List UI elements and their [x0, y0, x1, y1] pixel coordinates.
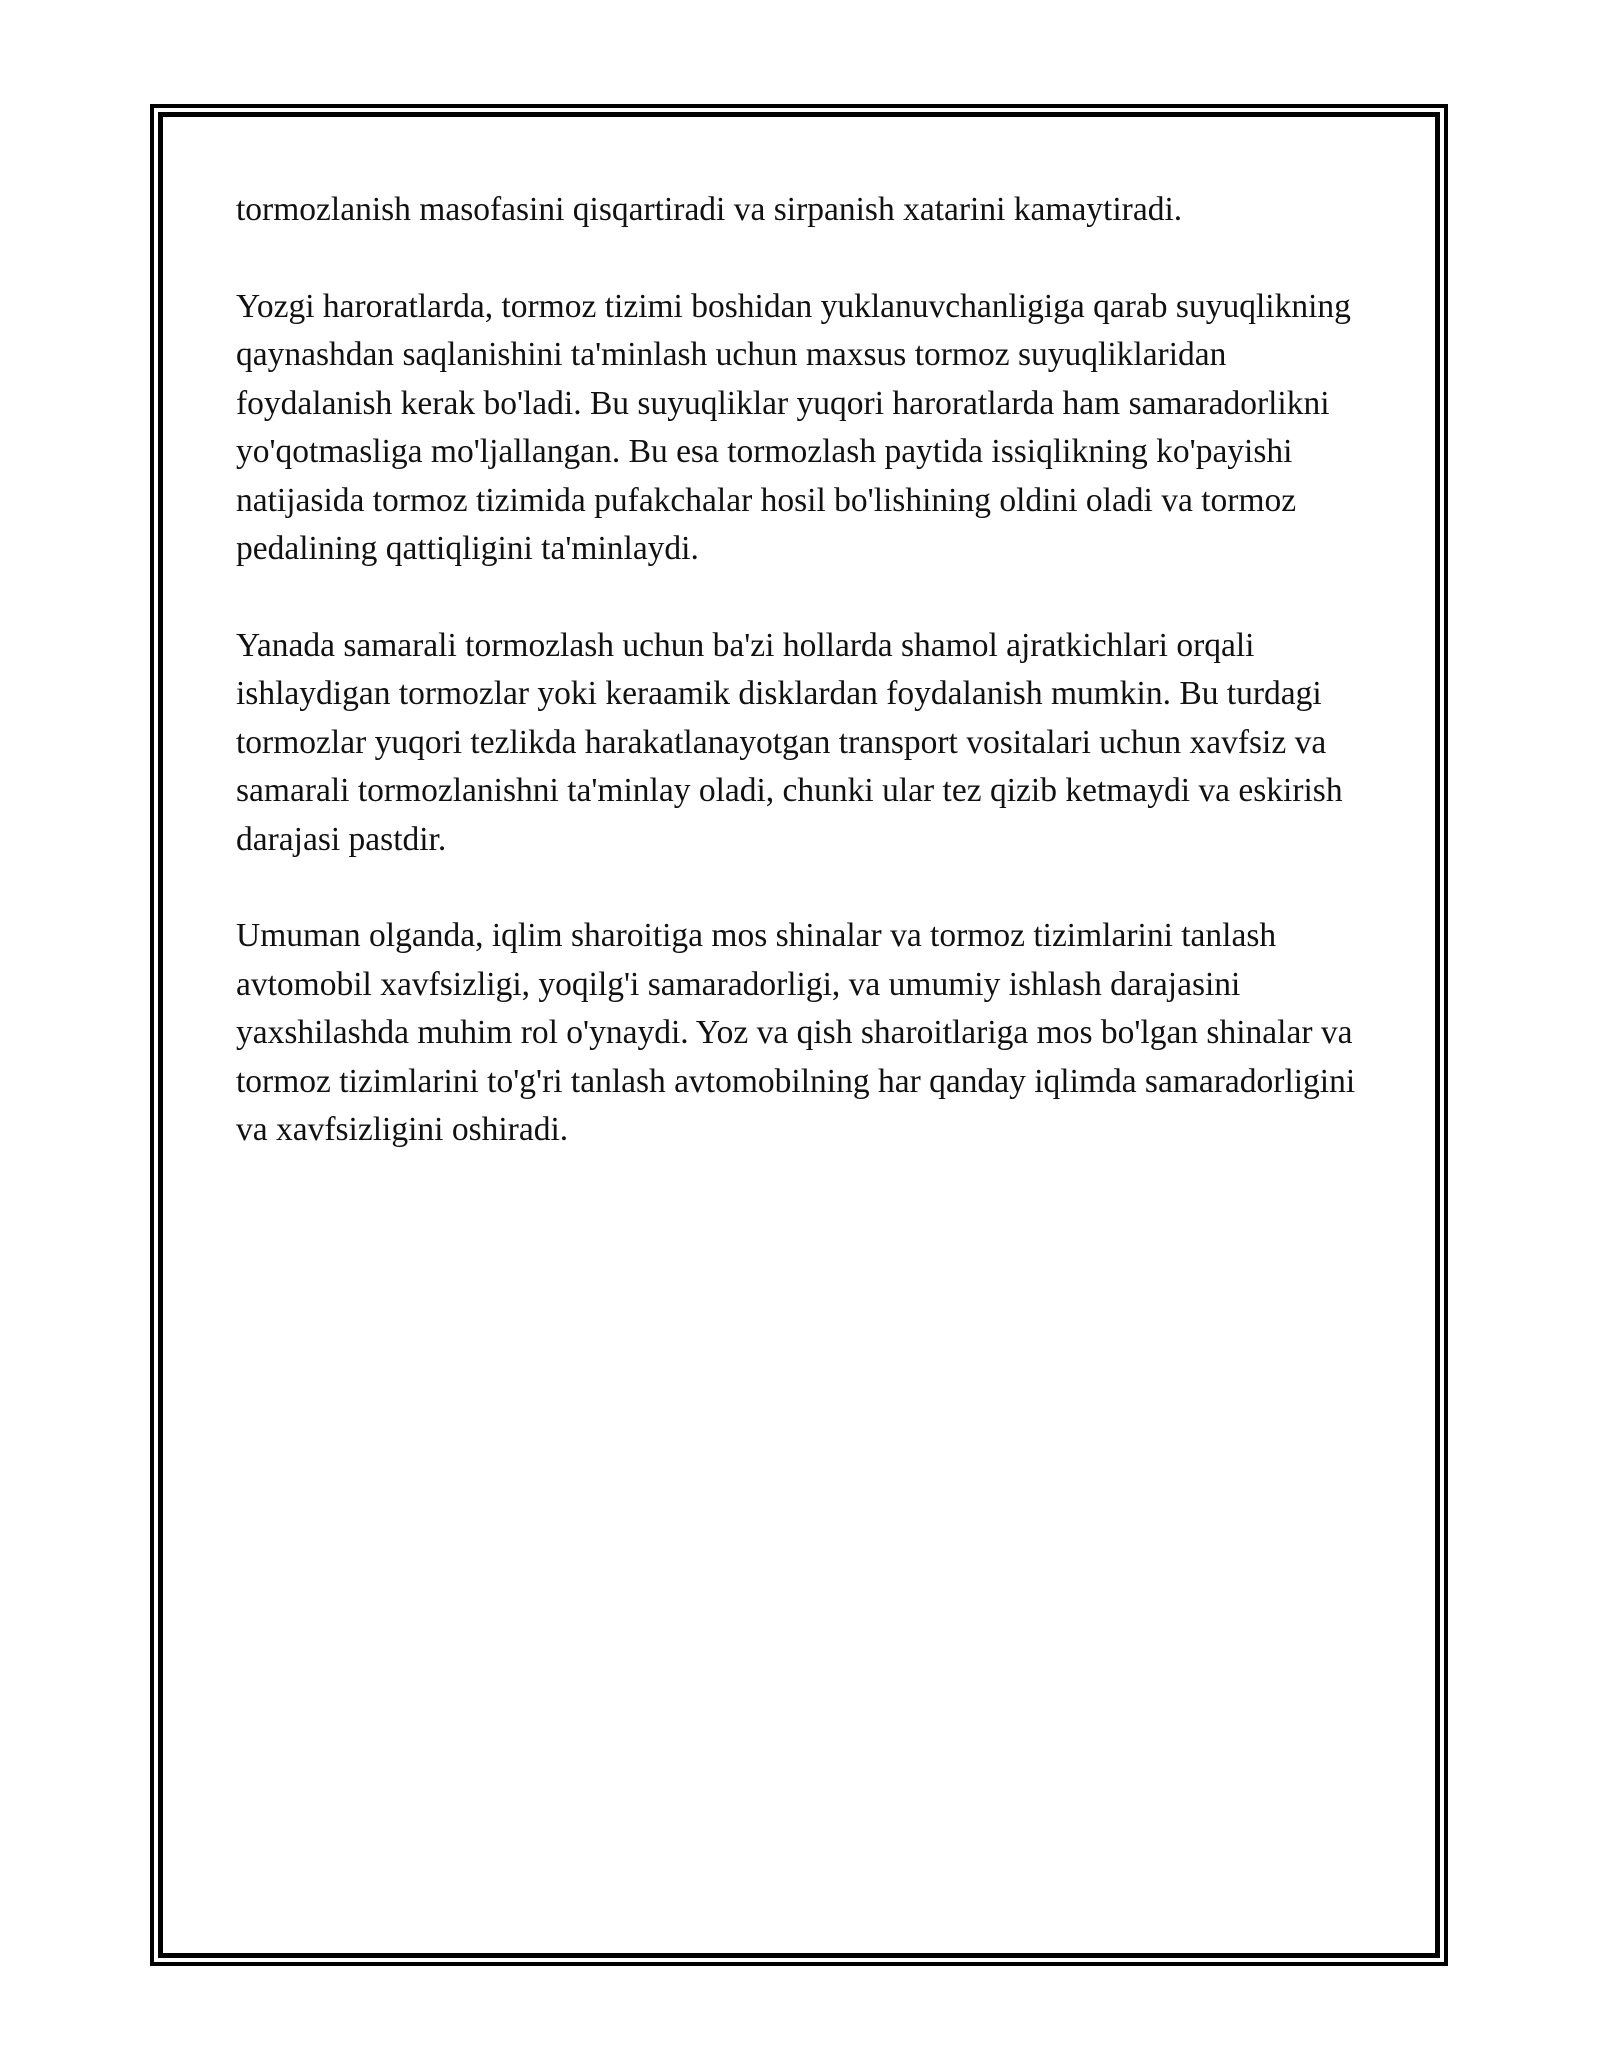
paragraph-3: Yanada samarali tormozlash uchun ba'zi hollarda shamol ajratkichlari orqali ishlaydigan tormozlar yoki keraamik disklardan foydalanish mumkin. Bu turdagi tormozlar yuqori tezlikda harakatlanayotgan transport vositalari uchun xavfsiz va samarali tormozlanishni ta'minlay oladi, chunki ular tez qizib ketmaydi va eskirish darajasi pastdir. [236, 626, 1343, 858]
paragraph-1: tormozlanish masofasini qisqartiradi va sirpanish xatarini kamaytiradi. [236, 191, 1183, 228]
paragraph-2: Yozgi haroratlarda, tormoz tizimi boshidan yuklanuvchanligiga qarab suyuqlikning qaynashdan saqlanishini ta'minlash uchun maxsus tormoz suyuqliklaridan foydalanish kerak bo'ladi. Bu suyuqliklar yuqori haroratlarda ham samaradorlikni yo'qotmasliga mo'ljallangan. Bu esa tormozlash paytida issiqlikning ko'payishi natijasida tormoz tizimida pufakchalar hosil bo'lishining oldini oladi va tormoz pedalining qattiqligini ta'minlaydi. [236, 287, 1351, 567]
paragraph-4: Umuman olganda, iqlim sharoitiga mos shinalar va tormoz tizimlarini tanlash avtomobil xavfsizligi, yoqilg'i samaradorligi, va umumiy ishlash darajasini yaxshilashda muhim rol o'ynaydi. Yoz va qish sharoitlariga mos bo'lgan shinalar va tormoz tizimlarini to'g'ri tanlash avtomobilning har qanday iqlimda samaradorligini va xavfsizligini oshiradi. [236, 917, 1356, 1148]
document-body [236, 186, 1366, 1203]
